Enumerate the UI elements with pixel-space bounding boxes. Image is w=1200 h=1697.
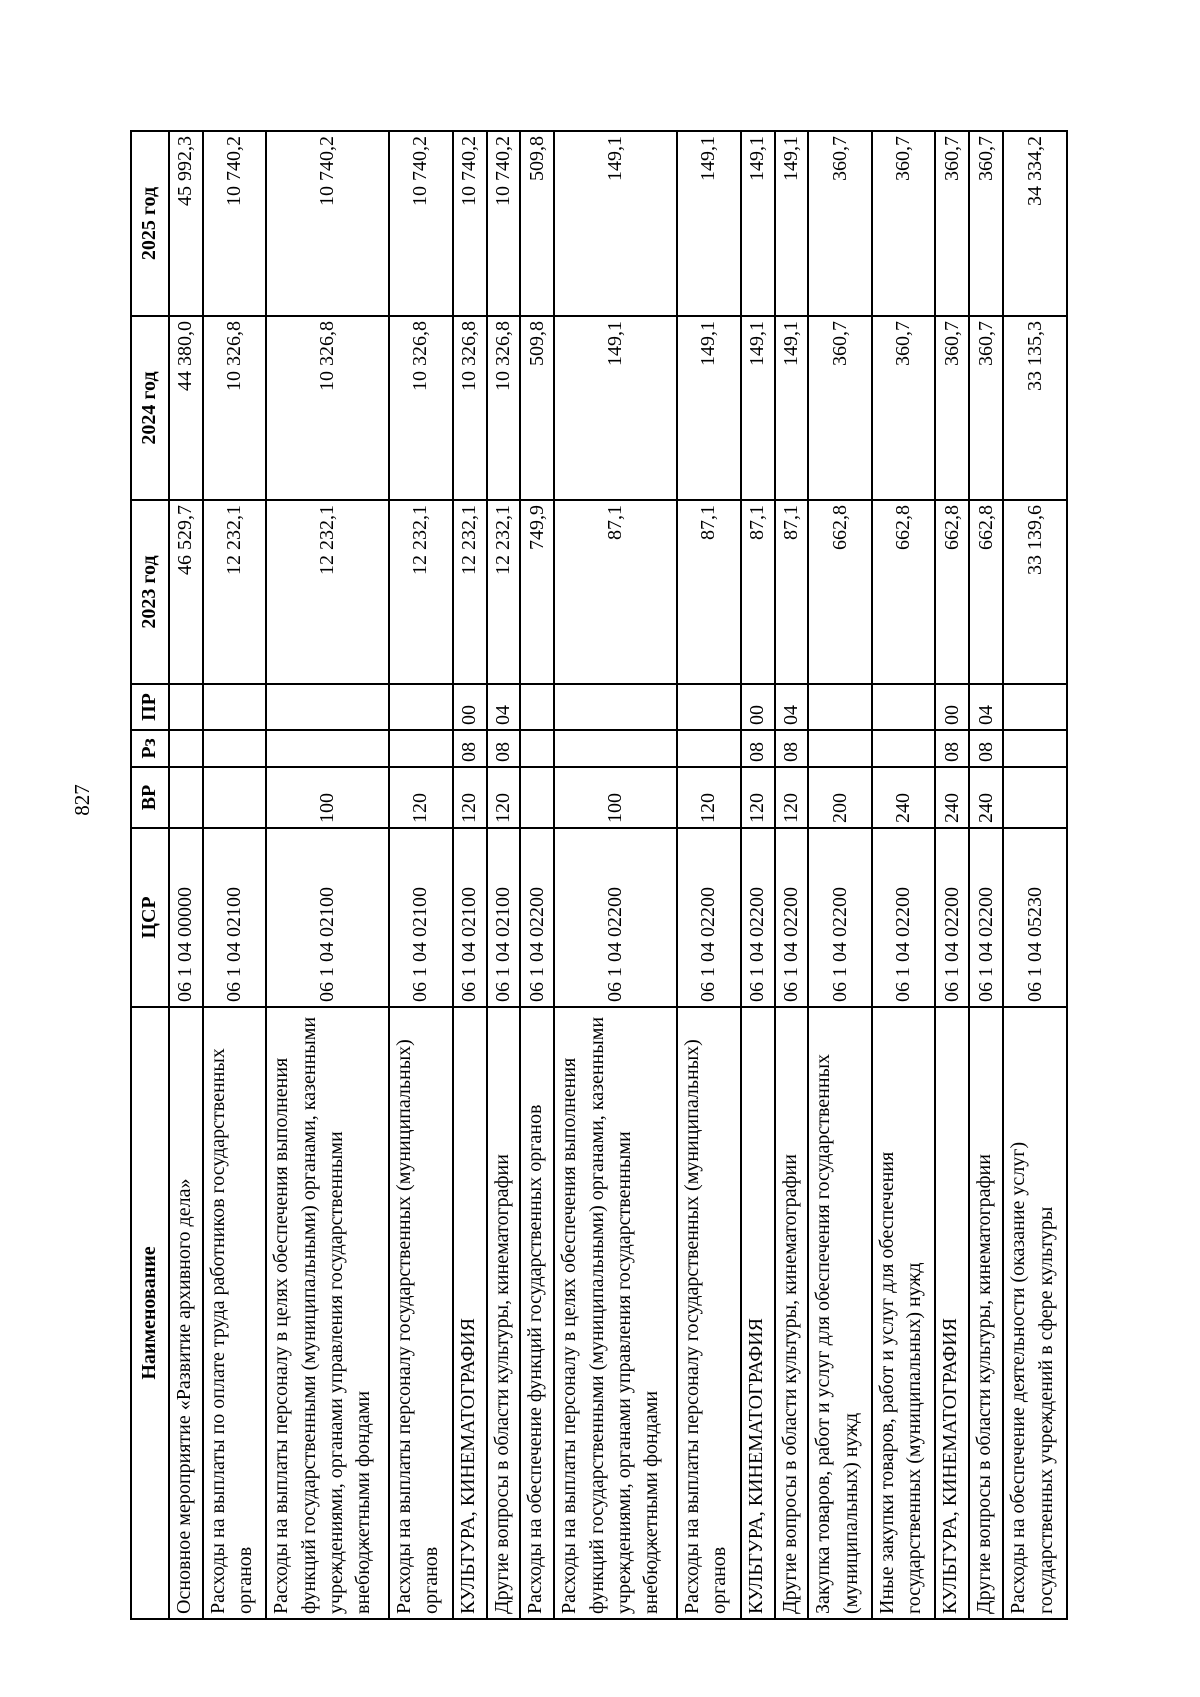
- cell-2023: 12 232,1: [266, 500, 389, 684]
- cell-rz: 08: [741, 730, 775, 767]
- cell-name: КУЛЬТУРА, КИНЕМАТОГРАФИЯ: [453, 1007, 487, 1619]
- cell-vr: 240: [935, 767, 969, 828]
- column-header-2024: 2024 год: [131, 316, 169, 500]
- cell-csr: 06 1 04 02200: [969, 828, 1003, 1007]
- cell-csr: 06 1 04 02100: [453, 828, 487, 1007]
- table-row: [554, 131, 677, 1619]
- cell-2025: 10 740,2: [203, 131, 267, 316]
- cell-2025: 149,1: [554, 131, 677, 316]
- cell-pr: 00: [741, 684, 775, 730]
- cell-name: КУЛЬТУРА, КИНЕМАТОГРАФИЯ: [741, 1007, 775, 1619]
- cell-2024: 10 326,8: [453, 316, 487, 500]
- cell-2024: 149,1: [775, 316, 809, 500]
- cell-2023: 87,1: [554, 500, 677, 684]
- cell-vr: 120: [389, 767, 453, 828]
- cell-name: Расходы на обеспечение функций государственных органов: [520, 1007, 554, 1619]
- table-body: [169, 131, 1067, 1619]
- cell-2024: 149,1: [741, 316, 775, 500]
- cell-2024: 360,7: [808, 316, 872, 500]
- cell-2024: 509,8: [520, 316, 554, 500]
- cell-2025: 10 740,2: [487, 131, 521, 316]
- cell-2024: 10 326,8: [266, 316, 389, 500]
- cell-rz: [554, 730, 677, 767]
- cell-2025: 360,7: [935, 131, 969, 316]
- cell-rz: 08: [775, 730, 809, 767]
- cell-2024: 33 135,3: [1003, 316, 1067, 500]
- cell-csr: 06 1 04 00000: [169, 828, 203, 1007]
- cell-vr: 100: [554, 767, 677, 828]
- cell-rz: 08: [935, 730, 969, 767]
- cell-csr: 06 1 04 02100: [203, 828, 267, 1007]
- cell-2023: 662,8: [808, 500, 872, 684]
- cell-name: Закупка товаров, работ и услуг для обеспечения государственных (муниципальных) нужд: [808, 1007, 872, 1619]
- cell-2023: 87,1: [677, 500, 741, 684]
- cell-vr: [520, 767, 554, 828]
- cell-csr: 06 1 04 05230: [1003, 828, 1067, 1007]
- cell-2023: 46 529,7: [169, 500, 203, 684]
- cell-pr: [677, 684, 741, 730]
- cell-2023: 87,1: [741, 500, 775, 684]
- page-number: 827: [70, 784, 94, 816]
- cell-csr: 06 1 04 02200: [520, 828, 554, 1007]
- cell-vr: [203, 767, 267, 828]
- cell-vr: [1003, 767, 1067, 828]
- cell-vr: 120: [775, 767, 809, 828]
- cell-rz: [266, 730, 389, 767]
- cell-2024: 360,7: [872, 316, 936, 500]
- cell-2024: 360,7: [935, 316, 969, 500]
- cell-rz: [1003, 730, 1067, 767]
- cell-name: Другие вопросы в области культуры, кинематографии: [775, 1007, 809, 1619]
- cell-2023: 12 232,1: [487, 500, 521, 684]
- rotated-page-content: [130, 132, 1068, 1620]
- cell-csr: 06 1 04 02200: [741, 828, 775, 1007]
- cell-csr: 06 1 04 02200: [872, 828, 936, 1007]
- column-header-2023: 2023 год: [131, 500, 169, 684]
- cell-2023: 33 139,6: [1003, 500, 1067, 684]
- cell-csr: 06 1 04 02200: [935, 828, 969, 1007]
- cell-vr: 200: [808, 767, 872, 828]
- cell-vr: 120: [487, 767, 521, 828]
- budget-table: [130, 130, 1068, 1620]
- cell-2023: 12 232,1: [453, 500, 487, 684]
- cell-csr: 06 1 04 02200: [808, 828, 872, 1007]
- table-row: [1003, 131, 1067, 1619]
- cell-rz: [520, 730, 554, 767]
- cell-vr: 240: [872, 767, 936, 828]
- cell-2024: 10 326,8: [389, 316, 453, 500]
- cell-csr: 06 1 04 02100: [389, 828, 453, 1007]
- table-row: [389, 131, 453, 1619]
- cell-pr: [554, 684, 677, 730]
- cell-2025: 10 740,2: [266, 131, 389, 316]
- cell-vr: 120: [677, 767, 741, 828]
- cell-pr: [266, 684, 389, 730]
- cell-csr: 06 1 04 02200: [677, 828, 741, 1007]
- cell-2024: 149,1: [554, 316, 677, 500]
- column-header-vr: ВР: [131, 767, 169, 828]
- table-row: [487, 131, 521, 1619]
- cell-2025: 45 992,3: [169, 131, 203, 316]
- cell-name: Расходы на выплаты персоналу государственных (муниципальных) органов: [677, 1007, 741, 1619]
- cell-vr: 120: [453, 767, 487, 828]
- cell-csr: 06 1 04 02100: [266, 828, 389, 1007]
- cell-2025: 10 740,2: [389, 131, 453, 316]
- table-row: [203, 131, 267, 1619]
- column-header-name: Наименование: [131, 1007, 169, 1619]
- cell-2025: 149,1: [677, 131, 741, 316]
- table-row: [935, 131, 969, 1619]
- cell-2024: 149,1: [677, 316, 741, 500]
- cell-2023: 12 232,1: [389, 500, 453, 684]
- cell-rz: 08: [487, 730, 521, 767]
- cell-2023: 662,8: [969, 500, 1003, 684]
- table-row: [775, 131, 809, 1619]
- cell-2025: 10 740,2: [453, 131, 487, 316]
- column-header-2025: 2025 год: [131, 131, 169, 316]
- cell-pr: 00: [935, 684, 969, 730]
- cell-rz: [169, 730, 203, 767]
- cell-pr: 04: [969, 684, 1003, 730]
- cell-rz: [389, 730, 453, 767]
- column-header-csr: ЦСР: [131, 828, 169, 1007]
- cell-rz: [203, 730, 267, 767]
- cell-name: КУЛЬТУРА, КИНЕМАТОГРАФИЯ: [935, 1007, 969, 1619]
- cell-name: Основное мероприятие «Развитие архивного дела»: [169, 1007, 203, 1619]
- cell-pr: 04: [775, 684, 809, 730]
- cell-rz: [677, 730, 741, 767]
- cell-name: Расходы на выплаты по оплате труда работников государственных органов: [203, 1007, 267, 1619]
- cell-vr: [169, 767, 203, 828]
- cell-csr: 06 1 04 02200: [775, 828, 809, 1007]
- cell-2025: 34 334,2: [1003, 131, 1067, 316]
- cell-rz: 08: [969, 730, 1003, 767]
- cell-2025: 149,1: [741, 131, 775, 316]
- cell-pr: [1003, 684, 1067, 730]
- cell-2024: 360,7: [969, 316, 1003, 500]
- cell-name: Расходы на обеспечение деятельности (оказание услуг) государственных учреждений в сфере культуры: [1003, 1007, 1067, 1619]
- cell-2023: 87,1: [775, 500, 809, 684]
- table-row: [453, 131, 487, 1619]
- cell-pr: [389, 684, 453, 730]
- cell-2025: 149,1: [775, 131, 809, 316]
- cell-name: Другие вопросы в области культуры, кинематографии: [487, 1007, 521, 1619]
- cell-2023: 749,9: [520, 500, 554, 684]
- cell-vr: 100: [266, 767, 389, 828]
- table-row: [520, 131, 554, 1619]
- cell-pr: [169, 684, 203, 730]
- cell-pr: [808, 684, 872, 730]
- cell-2024: 10 326,8: [487, 316, 521, 500]
- cell-rz: [808, 730, 872, 767]
- cell-csr: 06 1 04 02200: [554, 828, 677, 1007]
- cell-pr: [203, 684, 267, 730]
- table-header-row: [131, 131, 169, 1619]
- table-row: [741, 131, 775, 1619]
- cell-rz: 08: [453, 730, 487, 767]
- cell-name: Расходы на выплаты персоналу в целях обеспечения выполнения функций государственными (муниципальными) органами, казенными учреждениями, органами управления государственными внебюджетными фондами: [554, 1007, 677, 1619]
- table-row: [266, 131, 389, 1619]
- cell-vr: 120: [741, 767, 775, 828]
- table-row: [677, 131, 741, 1619]
- cell-2023: 662,8: [935, 500, 969, 684]
- column-header-rz: Рз: [131, 730, 169, 767]
- cell-csr: 06 1 04 02100: [487, 828, 521, 1007]
- cell-2024: 44 380,0: [169, 316, 203, 500]
- cell-2025: 509,8: [520, 131, 554, 316]
- cell-name: Расходы на выплаты персоналу государственных (муниципальных) органов: [389, 1007, 453, 1619]
- column-header-pr: ПР: [131, 684, 169, 730]
- table-row: [808, 131, 872, 1619]
- cell-name: Другие вопросы в области культуры, кинематографии: [969, 1007, 1003, 1619]
- cell-rz: [872, 730, 936, 767]
- cell-2023: 662,8: [872, 500, 936, 684]
- cell-pr: 04: [487, 684, 521, 730]
- cell-name: Иные закупки товаров, работ и услуг для обеспечения государственных (муниципальных) нужд: [872, 1007, 936, 1619]
- cell-pr: [520, 684, 554, 730]
- cell-pr: [872, 684, 936, 730]
- table-row: [969, 131, 1003, 1619]
- cell-2025: 360,7: [872, 131, 936, 316]
- table-row: [169, 131, 203, 1619]
- table-row: [872, 131, 936, 1619]
- cell-2023: 12 232,1: [203, 500, 267, 684]
- cell-pr: 00: [453, 684, 487, 730]
- cell-2024: 10 326,8: [203, 316, 267, 500]
- cell-2025: 360,7: [808, 131, 872, 316]
- cell-2025: 360,7: [969, 131, 1003, 316]
- cell-vr: 240: [969, 767, 1003, 828]
- cell-name: Расходы на выплаты персоналу в целях обеспечения выполнения функций государственными (муниципальными) органами, казенными учреждениями, органами управления государственными внебюджетными фондами: [266, 1007, 389, 1619]
